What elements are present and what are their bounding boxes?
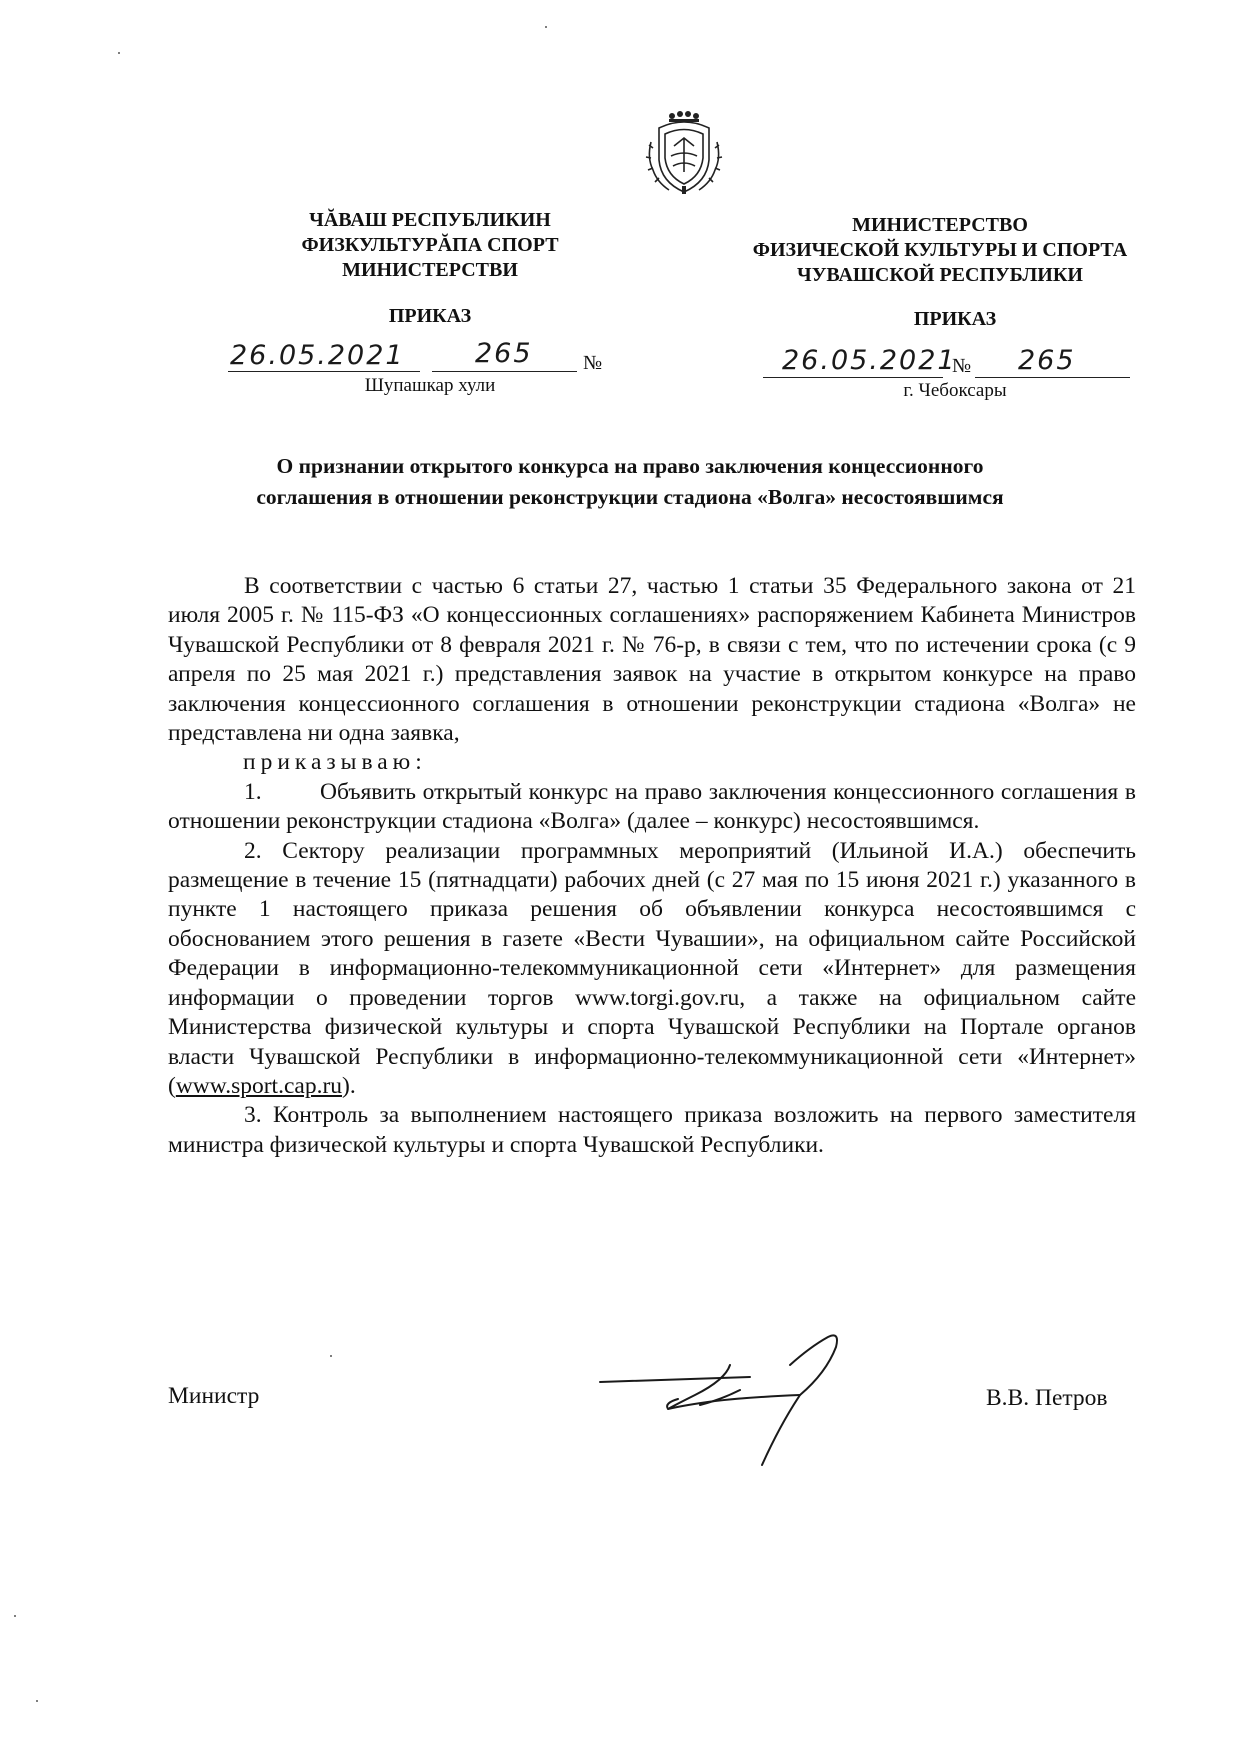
scan-speck — [545, 26, 547, 28]
number-sign-right: № — [952, 355, 972, 377]
header-left — [265, 208, 595, 283]
signatory-role: Министр — [168, 1383, 260, 1409]
decree-word: приказываю: — [243, 749, 427, 776]
chuvash-emblem-icon — [641, 108, 727, 198]
item-3-paragraph: 3. Контроль за выполнением настоящего приказа возложить на первого заместителя министра физической культуры и спорта Чувашской Республики. — [168, 1102, 1136, 1158]
preamble-paragraph: В соответствии с частью 6 статьи 27, частью 1 статьи 35 Федерального закона от 21 июля 2005 г. № 115-ФЗ «О концессионных соглашениях» распоряжением Кабинета Министров Чувашской Республики от 8 февраля 2021 г. № 76-р, в связи с тем, что по истечении срока (с 9 апреля по 25 мая 2021 г.) представления заявок на участие в открытом конкурсе на право заключения концессионного соглашения в отношении реконструкции стадиона «Волга» не представлена ни одна заявка, — [168, 573, 1136, 747]
header-right-line2: ФИЗИЧЕСКОЙ КУЛЬТУРЫ И СПОРТА — [752, 239, 1128, 261]
date-underline-right — [763, 377, 943, 378]
header-left-line3: МИНИСТЕРСТВИ — [342, 259, 518, 281]
place-right: г. Чебоксары — [903, 380, 1007, 401]
handwritten-signature — [590, 1325, 900, 1475]
title-line1: О признании открытого конкурса на право заключения концессионного — [276, 454, 984, 478]
number-underline-right — [975, 377, 1130, 378]
item-2-link[interactable]: www.sport.cap.ru — [175, 1072, 343, 1099]
number-handwritten-right: 265 — [1018, 345, 1076, 376]
header-right-line3: ЧУВАШСКОЙ РЕСПУБЛИКИ — [797, 264, 1083, 286]
document-body — [168, 572, 1136, 1160]
doc-type-left: ПРИКАЗ — [388, 305, 472, 327]
item-1-number: 1. — [244, 778, 262, 805]
date-handwritten-left: 26.05.2021 — [230, 340, 405, 371]
scan-speck — [36, 1700, 38, 1702]
number-handwritten-left: 265 — [475, 338, 533, 369]
header-right-line1: МИНИСТЕРСТВО — [852, 214, 1028, 236]
item-2-text: 2. Сектору реализации программных мероприятий (Ильиной И.А.) обеспечить размещение в течение 15 (пятнадцати) рабочих дней (с 27 мая по 15 июня 2021 г.) указанного в пункте 1 настоящего приказа решения об объявлении конкурса несостоявшимся с обоснованием этого решения в газете «Вести Чувашии», на официальном сайте Российской Федерации в информационно-телекоммуникационной сети «Интернет» для размещения информации о проведении торгов www.torgi.gov.ru, а также на официальном сайте Министерства физической культуры и спорта Чувашской Республики на Портале органов власти Чувашской Республики в информационно-телекоммуникационной сети «Интернет» ( — [168, 837, 1136, 1099]
date-handwritten-right: 26.05.2021 — [782, 345, 957, 376]
item-1-text: Объявить открытый конкурс на право заключения концессионного соглашения в отношении реконструкции стадиона «Волга» (далее – конкурс) несостоявшимся. — [168, 778, 1136, 835]
scan-speck — [330, 1355, 332, 1357]
date-underline-left — [228, 371, 420, 372]
item-1-paragraph — [168, 778, 1136, 837]
number-sign-left: № — [583, 352, 603, 374]
signatory-name: В.В. Петров — [986, 1385, 1108, 1411]
item-2-end: ). — [342, 1072, 356, 1099]
place-left: Шупашкар хули — [364, 375, 496, 396]
header-left-line1: ЧĂВАШ РЕСПУБЛИКИН — [309, 209, 551, 231]
item-2-paragraph — [168, 837, 1136, 1102]
scan-speck — [14, 1615, 16, 1617]
header-right — [735, 213, 1145, 288]
header-left-line2: ФИЗКУЛЬТУРĂПА СПОРТ — [301, 234, 559, 256]
doc-type-right: ПРИКАЗ — [913, 308, 997, 330]
number-underline-left — [432, 371, 577, 372]
document-title — [180, 451, 1080, 513]
scan-speck — [118, 52, 120, 54]
title-line2: соглашения в отношении реконструкции стадиона «Волга» несостоявшимся — [256, 485, 1004, 509]
